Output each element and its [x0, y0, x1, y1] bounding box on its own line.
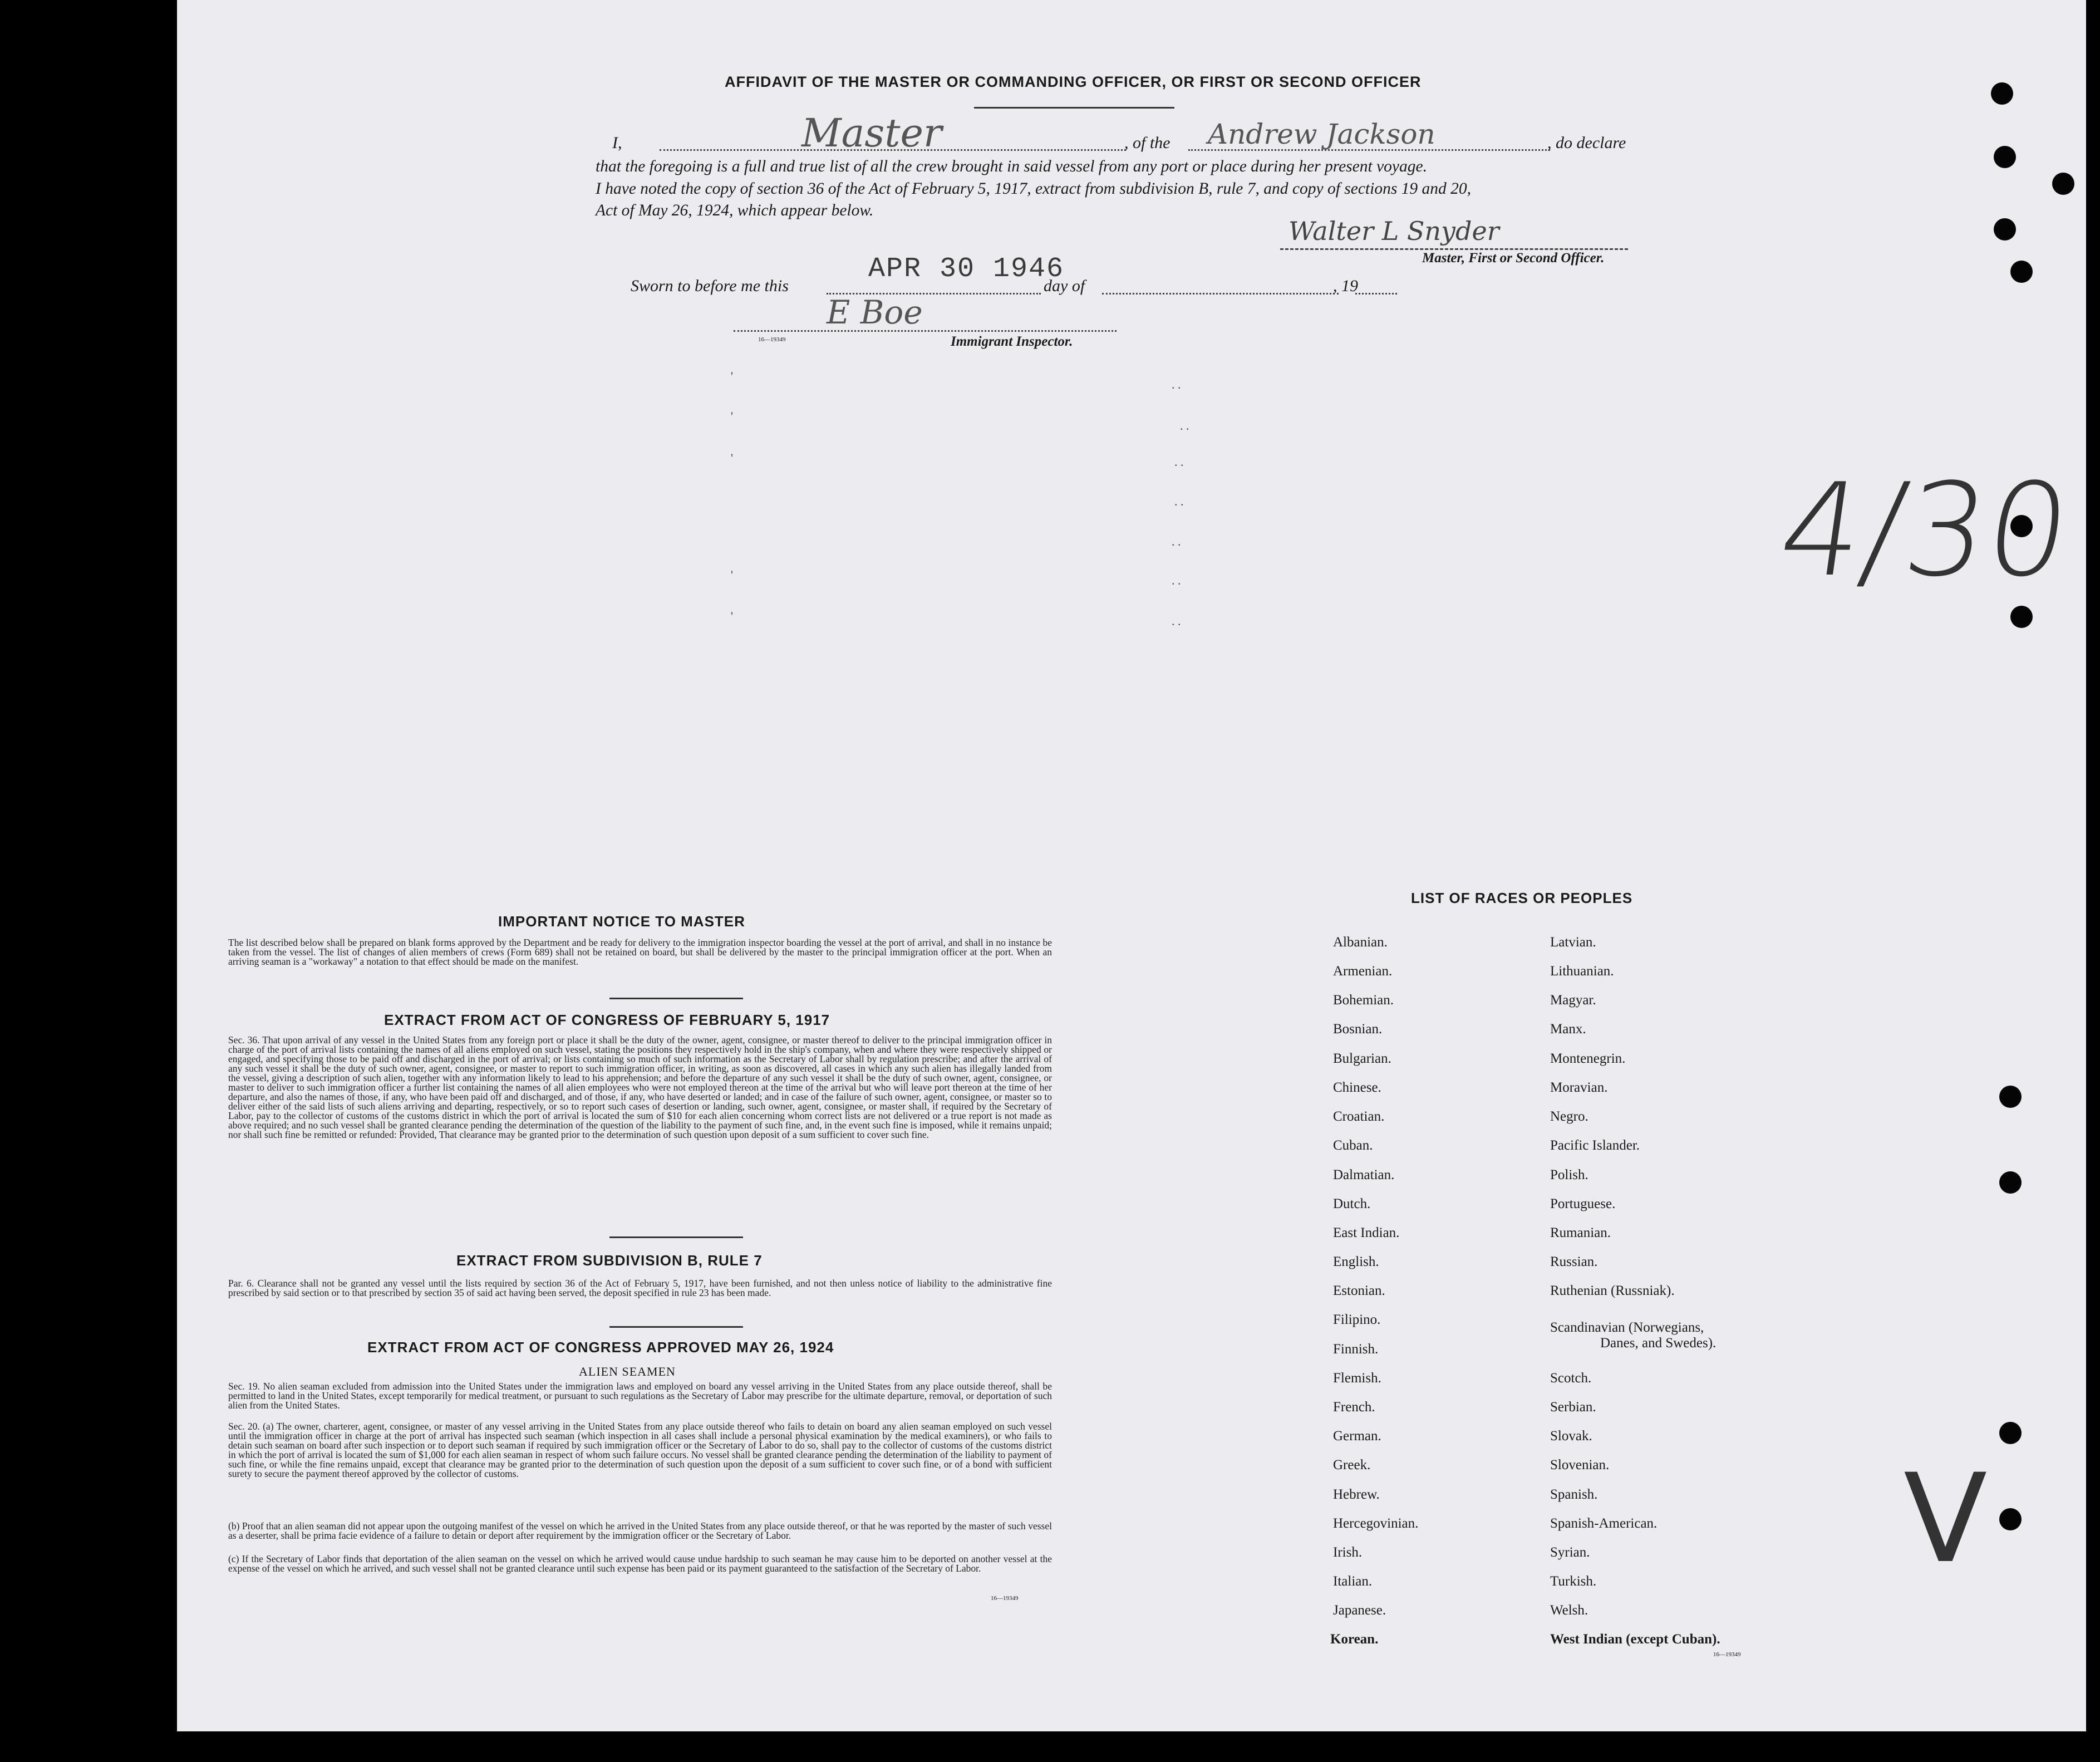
- of-the-label: , of the: [1124, 134, 1171, 152]
- race-item: Dalmatian.: [1333, 1167, 1395, 1182]
- extract-1924-title: EXTRACT FROM ACT OF CONGRESS APPROVED MAY 26, 1924: [367, 1339, 834, 1356]
- sworn-label: Sworn to before me this: [631, 277, 789, 295]
- race-item: Chinese.: [1333, 1080, 1381, 1095]
- sec20b-body: (b) Proof that an alien seaman did not appear upon the outgoing manifest of the vessel on which he arrived in the United States from any place outside thereof, or that he was reported by the master of such vessel as a deserter, shall be prima facie evidence of a failure to detain or deport after requirement by the immigration officer or the Secretary of Labor.: [228, 1520, 1052, 1541]
- race-item: Filipino.: [1333, 1312, 1381, 1327]
- stray-mark: ': [731, 568, 733, 582]
- race-item: Finnish.: [1333, 1342, 1379, 1357]
- binder-hole: [1999, 1422, 2022, 1444]
- i-label: I,: [612, 134, 622, 152]
- race-item: Bosnian.: [1333, 1022, 1383, 1037]
- master-signature: Walter L Snyder: [1288, 216, 1499, 246]
- race-item: Moravian.: [1550, 1080, 1608, 1095]
- extract-form-number: 16—19349: [991, 1595, 1019, 1602]
- race-item: Flemish.: [1333, 1371, 1381, 1386]
- race-item: French.: [1333, 1400, 1375, 1415]
- races-title: LIST OF RACES OR PEOPLES: [1411, 890, 1633, 906]
- race-item: Greek.: [1333, 1457, 1371, 1473]
- race-item: Bohemian.: [1333, 993, 1394, 1008]
- race-item: Irish.: [1333, 1545, 1363, 1560]
- stray-mark: ': [731, 369, 733, 383]
- race-item: Serbian.: [1550, 1400, 1596, 1415]
- race-item: Montenegrin.: [1550, 1051, 1626, 1066]
- binder-hole: [1994, 218, 2016, 241]
- binder-hole: [1999, 1086, 2022, 1108]
- stray-mark: . .: [1174, 455, 1184, 469]
- race-item: Pacific Islander.: [1550, 1138, 1640, 1153]
- notice-title: IMPORTANT NOTICE TO MASTER: [498, 913, 745, 930]
- year-field: [1355, 293, 1397, 295]
- race-item: Turkish.: [1550, 1574, 1597, 1589]
- sec19-body: Sec. 19. No alien seaman excluded from admission into the United States under the immigration laws and employed on board any vessel arriving in the United States from any place outside thereof, shall be permitted to land in the United States, except temporarily for medical treatment, or pursuant to such regulations as the Secretary of Labor may prescribe for the ultimate departure, removal, or deportation of such alien from the United States.: [228, 1381, 1052, 1411]
- race-item: Scotch.: [1550, 1371, 1592, 1386]
- declaration-line-2: that the foregoing is a full and true list of all the crew brought in said vessel from any port or place during her present voyage.: [596, 158, 1427, 175]
- stray-mark: ': [731, 409, 733, 423]
- declaration-line-4: Act of May 26, 1924, which appear below.: [596, 202, 874, 219]
- affidavit-title: AFFIDAVIT OF THE MASTER OR COMMANDING OFFICER, OR FIRST OR SECOND OFFICER: [725, 73, 1422, 90]
- stray-mark: . .: [1180, 419, 1189, 433]
- race-item: Slovenian.: [1550, 1457, 1610, 1473]
- race-item: Slovak.: [1550, 1429, 1592, 1444]
- stray-mark: . .: [1172, 573, 1181, 587]
- year-prefix: , 19: [1333, 277, 1358, 295]
- sec20a-body: Sec. 20. (a) The owner, charterer, agent, consignee, or master of any vessel arriving in the United States from any place outside thereof who fails to detain on board any alien seaman employed on such vessel until the immigration officer in charge at the port of arrival has inspected such seaman (which inspection in all cases shall include a personal physical examination by the medical examiners), or who fails to detain such seaman on board after such inspection or to deport such seaman if required by such immigration officer or the Secretary of Labor to do so, shall pay to the collector of customs of the customs district in which the port of arrival is located the sum of $1,000 for each alien seaman in respect of whom such failure occurs. No vessel shall be granted clearance pending the determination of the liability to payment of such fine, or while the fine remains unpaid, except that clearance may be granted prior to the determination of such question upon the deposit of a sum sufficient to cover such fine, or of a bond with sufficient surety to secure the payment thereof approved by the collector of customs.: [228, 1421, 1052, 1479]
- signature-caption: Master, First or Second Officer.: [1422, 251, 1605, 266]
- race-item: Negro.: [1550, 1109, 1588, 1124]
- race-item: German.: [1333, 1429, 1381, 1444]
- race-item: Armenian.: [1333, 964, 1393, 979]
- binder-hole: [2010, 606, 2033, 628]
- race-item: English.: [1333, 1254, 1379, 1269]
- races-form-number: 16—19349: [1713, 1651, 1741, 1658]
- vessel-name-handwritten: Andrew Jackson: [1208, 118, 1435, 150]
- stray-mark: . .: [1174, 494, 1184, 508]
- race-item: Cuban.: [1333, 1138, 1373, 1153]
- extract-1917-title: EXTRACT FROM ACT OF CONGRESS OF FEBRUARY 5, 1917: [384, 1012, 830, 1028]
- race-item: Spanish-American.: [1550, 1516, 1658, 1531]
- page-number-annotation: 4/30: [1771, 457, 2079, 605]
- race-item: Rumanian.: [1550, 1225, 1611, 1240]
- binder-hole: [1991, 82, 2013, 105]
- date-stamp: APR 30 1946: [868, 253, 1065, 285]
- race-item: Syrian.: [1550, 1545, 1590, 1560]
- stray-mark: ': [731, 451, 733, 465]
- race-item: Korean.: [1330, 1632, 1379, 1647]
- race-item: Spanish.: [1550, 1487, 1598, 1502]
- day-of-label: day of: [1044, 277, 1085, 295]
- extract-b-title: EXTRACT FROM SUBDIVISION B, RULE 7: [456, 1252, 763, 1269]
- race-item: Hebrew.: [1333, 1487, 1380, 1502]
- do-declare-label: , do declare: [1547, 134, 1626, 152]
- race-item: Scandinavian (Norwegians,: [1550, 1320, 1704, 1335]
- race-item: Latvian.: [1550, 935, 1596, 950]
- section-rule: [609, 1326, 743, 1328]
- binder-hole: [2010, 261, 2033, 283]
- stray-mark: . .: [1172, 377, 1181, 391]
- race-item: Croatian.: [1333, 1109, 1385, 1124]
- inspector-caption: Immigrant Inspector.: [951, 334, 1073, 349]
- race-item: Japanese.: [1333, 1603, 1386, 1618]
- stray-mark: ': [731, 609, 733, 623]
- alien-seamen-subtitle: ALIEN SEAMEN: [579, 1365, 676, 1378]
- binder-hole: [1999, 1508, 2022, 1530]
- race-item: Italian.: [1333, 1574, 1373, 1589]
- race-item: Hercegovinian.: [1333, 1516, 1419, 1531]
- section-rule: [609, 1236, 743, 1238]
- form-number: 16—19349: [758, 336, 786, 343]
- race-item: West Indian (except Cuban).: [1550, 1632, 1720, 1647]
- signature-line: [1280, 248, 1628, 250]
- race-item: Russian.: [1550, 1254, 1598, 1269]
- race-item: Albanian.: [1333, 935, 1388, 950]
- race-item: Magyar.: [1550, 993, 1596, 1008]
- declaration-line-3: I have noted the copy of section 36 of the Act of February 5, 1917, extract from subdivision B, rule 7, and copy of sections 19 and 20,: [596, 180, 1472, 198]
- stray-mark: . .: [1172, 534, 1181, 548]
- sec20c-body: (c) If the Secretary of Labor finds that deportation of the alien seaman on the vessel on which he arrived would cause undue hardship to such seaman he may cause him to be deported on another vessel at the expense of the vessel on which he arrived, and such vessel shall not be granted clearance until such expense has been paid or its payment guaranteed to the satisfaction of the Secretary of Labor.: [228, 1553, 1052, 1574]
- race-item: Danes, and Swedes).: [1600, 1336, 1717, 1351]
- race-item: Ruthenian (Russniak).: [1550, 1283, 1675, 1298]
- binder-hole: [1999, 1171, 2022, 1194]
- race-item: Bulgarian.: [1333, 1051, 1391, 1066]
- race-item: Welsh.: [1550, 1603, 1588, 1618]
- race-item: East Indian.: [1333, 1225, 1400, 1240]
- checkmark-annotation: V: [1904, 1447, 1988, 1590]
- extract-b-body: Par. 6. Clearance shall not be granted any vessel until the lists required by section 36 of the Act of February 5, 1917, have been furnished, and not then unless notice of liability to the administrative fine prescribed by said section or to that prescribed by section 35 of said act having been served, the deposit specified in rule 23 has been made.: [228, 1278, 1052, 1298]
- race-item: Manx.: [1550, 1022, 1586, 1037]
- master-name-handwritten: Master: [801, 110, 942, 156]
- binder-hole: [1994, 146, 2016, 168]
- inspector-signature-line: [734, 330, 1117, 332]
- binder-hole: [2052, 173, 2074, 195]
- section-rule: [609, 998, 743, 999]
- inspector-signature: E Boe: [827, 293, 923, 331]
- race-item: Lithuanian.: [1550, 964, 1614, 979]
- race-item: Portuguese.: [1550, 1196, 1616, 1211]
- stray-mark: . .: [1172, 614, 1181, 628]
- race-item: Estonian.: [1333, 1283, 1385, 1298]
- month-field: [1102, 293, 1339, 295]
- race-item: Dutch.: [1333, 1196, 1371, 1211]
- title-rule: [974, 107, 1174, 109]
- extract-1917-body: Sec. 36. That upon arrival of any vessel in the United States from any foreign port or place it shall be the duty of the owner, agent, consignee, or master thereof to deliver to the principal immigration officer in charge of the port of arrival lists containing the names of all aliens employed on such vessel, stating the positions they respectively hold in the ship's company, when and where they were respectively shipped or engaged, and specifying those to be paid off and discharged in the port of arrival; or lists containing so much of such information as the Secretary of Labor shall by regulation prescribe; and after the arrival of any such vessel it shall be the duty of such owner, agent, consignee, or master to report to such immigration officer, in writing, as soon as discovered, all cases in which any such alien has illegally landed from the vessel, giving a description of such alien, together with any information likely to lead to his apprehension; and before the departure of any such vessel it shall be the duty of such owner, agent, consignee, or master to deliver to such immigration officer a further list containing the names of all alien employees who were not employed thereon at the time of the arrival but who will leave port thereon at the time of her departure, and also the names of those, if any, who have been paid off and discharged, and of those, if any, who have deserted or landed; and in case of the failure of such owner, agent, consignee, or master so to deliver either of the said lists of such aliens arriving and departing, respectively, or so to report such cases of desertion or landing, such owner, agent, consignee, or master shall, if required by the Secretary of Labor, pay to the collector of customs of the customs district in which the port of arrival is located the sum of $10 for each alien concerning whom correct lists are not delivered or a true report is not made as above required; and no such vessel shall be granted clearance pending the determination of the question of the liability to the payment of such fine, and, in the event such fine is imposed, while it remains unpaid; nor shall such fine be remitted or refunded: Provided, That clearance may be granted prior to the determination of such question upon deposit of a sum sufficient to cover such fine.: [228, 1034, 1052, 1140]
- notice-body: The list described below shall be prepared on blank forms approved by the Department and be ready for delivery to the immigration inspector boarding the vessel at the port of arrival, and shall in no instance be taken from the vessel. The list of changes of alien members of crews (Form 689) shall not be retained on board, but shall be delivered by the master to the principal immigration officer at the port. When an arriving seaman is a "workaway" a notation to that effect should be made on the manifest.: [228, 937, 1052, 967]
- race-item: Polish.: [1550, 1167, 1588, 1182]
